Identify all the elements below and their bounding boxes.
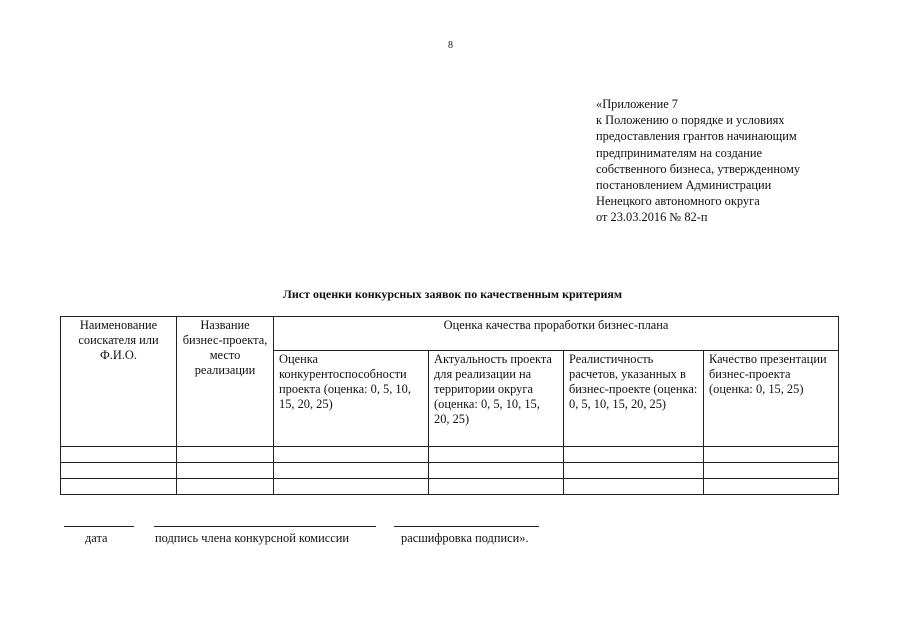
table-cell[interactable] [177, 479, 274, 495]
appendix-header [596, 96, 800, 226]
evaluation-table [60, 316, 839, 495]
table-cell[interactable] [704, 447, 839, 463]
applicant-name-header: Наименование соискателя или Ф.И.О. [61, 317, 177, 447]
table-cell[interactable] [274, 463, 429, 479]
appendix-line: от 23.03.2016 № 82-п [596, 210, 708, 225]
appendix-line: предоставления грантов начинающим [596, 129, 797, 144]
table-cell[interactable] [61, 447, 177, 463]
table-cell[interactable] [704, 463, 839, 479]
table-cell[interactable] [177, 463, 274, 479]
appendix-line: к Положению о порядке и условиях [596, 113, 785, 128]
signature-line[interactable] [154, 526, 376, 527]
table-cell[interactable] [61, 479, 177, 495]
decoding-line[interactable] [394, 526, 539, 527]
table-cell[interactable] [177, 447, 274, 463]
date-label: дата [85, 531, 108, 545]
page-number: 8 [448, 40, 453, 51]
table-cell[interactable] [564, 463, 704, 479]
competitiveness-header: Оценка конкурентоспособности проекта (оценка: 0, 5, 10, 15, 20, 25) [274, 351, 429, 447]
appendix-line: Ненецкого автономного округа [596, 194, 760, 209]
table-cell[interactable] [274, 479, 429, 495]
presentation-header: Качество презентации бизнес-проекта (оценка: 0, 15, 25) [704, 351, 839, 447]
table-cell[interactable] [429, 447, 564, 463]
appendix-line: «Приложение 7 [596, 97, 678, 111]
table-cell[interactable] [429, 479, 564, 495]
relevance-header: Актуальность проекта для реализации на территории округа (оценка: 0, 5, 10, 15, 20, 25) [429, 351, 564, 447]
table-cell[interactable] [564, 479, 704, 495]
table-row [61, 479, 839, 495]
table-cell[interactable] [429, 463, 564, 479]
document-title: Лист оценки конкурсных заявок по качественным критериям [282, 287, 623, 301]
project-name-header: Название бизнес-проекта, место реализации [177, 317, 274, 447]
table-cell[interactable] [564, 447, 704, 463]
date-line[interactable] [64, 526, 134, 527]
table-row [61, 447, 839, 463]
appendix-line: предпринимателям на создание [596, 145, 763, 160]
table-cell[interactable] [704, 479, 839, 495]
table-cell[interactable] [61, 463, 177, 479]
realism-header: Реалистичность расчетов, указанных в бизнес-проекте (оценка: 0, 5, 10, 15, 20, 25) [564, 351, 704, 447]
signature-label: подпись члена конкурсной комиссии [155, 531, 350, 545]
appendix-line: постановлением Администрации [596, 178, 772, 193]
appendix-line: собственного бизнеса, утвержденному [596, 161, 801, 176]
decoding-label: расшифровка подписи». [401, 531, 529, 545]
table-row [61, 463, 839, 479]
quality-group-header: Оценка качества проработки бизнес-плана [274, 317, 839, 351]
table-cell[interactable] [274, 447, 429, 463]
